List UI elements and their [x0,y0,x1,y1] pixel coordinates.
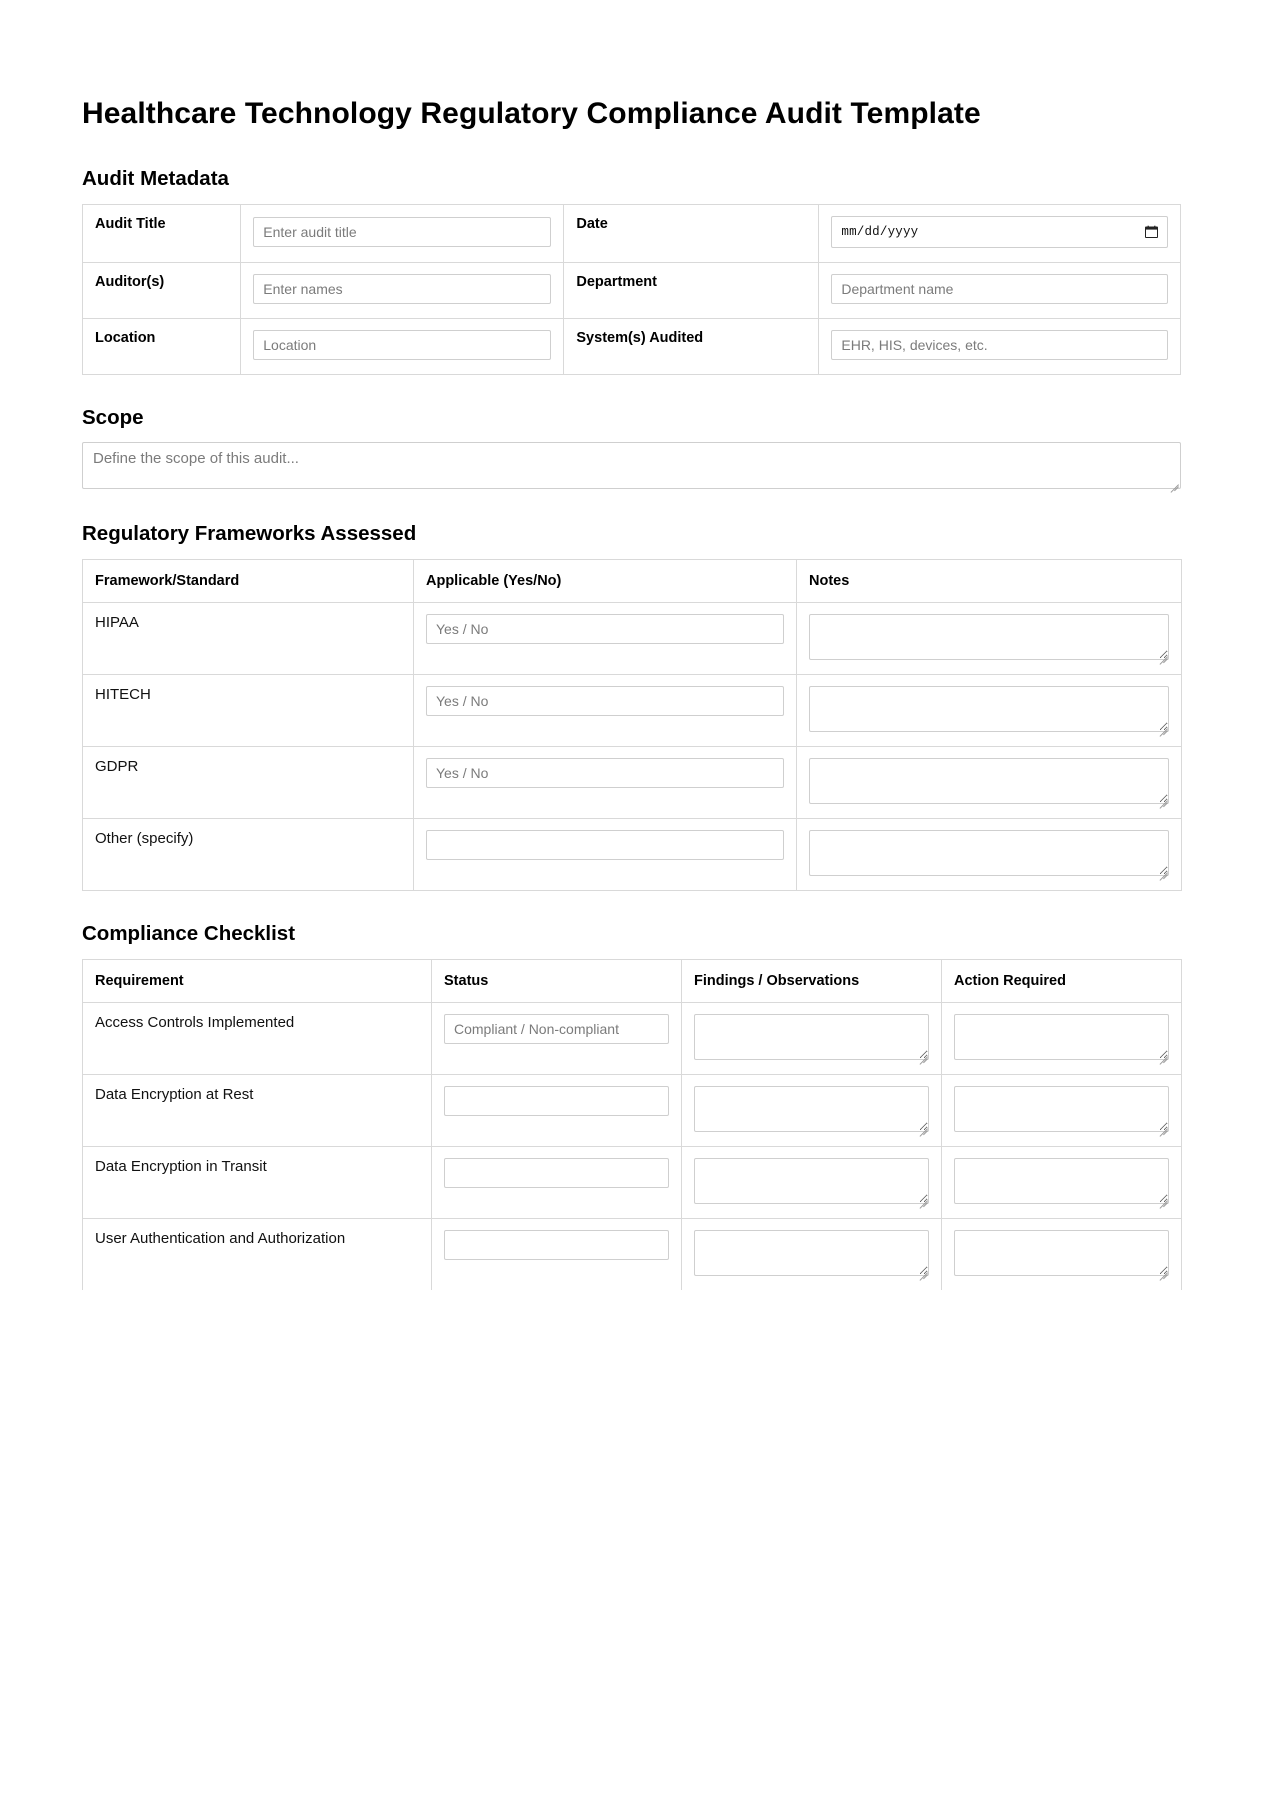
cell-date-input [819,204,1181,262]
table-row [83,318,1181,374]
audit-metadata-table [82,204,1181,375]
date-placeholder-text: mm/dd/yyyy [841,224,919,239]
cell-findings-access-controls [682,1002,942,1074]
table-header-row [83,559,1182,602]
findings-textarea-encryption-in-transit[interactable] [694,1158,929,1204]
section-heading-regulatory-frameworks: Regulatory Frameworks Assessed [82,522,417,546]
cell-notes-hipaa [797,602,1182,674]
applicable-input-gdpr[interactable] [426,758,784,788]
notes-textarea-gdpr[interactable] [809,758,1169,804]
column-header-findings: Findings / Observations [682,959,942,1002]
auditors-input[interactable] [253,274,551,304]
table-row [83,818,1182,890]
requirement-encryption-in-transit: Data Encryption in Transit [83,1146,432,1218]
compliance-checklist-table [82,959,1182,1291]
label-systems-audited: System(s) Audited [564,318,819,374]
framework-name-hitech: HITECH [83,674,414,746]
cell-notes-other [797,818,1182,890]
calendar-icon[interactable] [1145,225,1158,238]
framework-name-hipaa: HIPAA [83,602,414,674]
column-header-requirement: Requirement [83,959,432,1002]
cell-systems-audited-input [819,318,1181,374]
section-scope [82,405,1181,490]
action-textarea-access-controls[interactable] [954,1014,1169,1060]
framework-name-gdpr: GDPR [83,746,414,818]
applicable-input-hitech[interactable] [426,686,784,716]
section-heading-compliance-checklist: Compliance Checklist [82,921,296,945]
requirement-user-authentication: User Authentication and Authorization [83,1218,432,1290]
cell-auditors-input [241,262,564,318]
cell-department-input [819,262,1181,318]
table-row [83,262,1181,318]
status-input-access-controls[interactable] [444,1014,669,1044]
section-regulatory-frameworks [82,521,1181,891]
applicable-input-other[interactable] [426,830,784,860]
findings-textarea-user-authentication[interactable] [694,1230,929,1276]
table-header-row [83,959,1182,1002]
cell-applicable-hitech [414,674,797,746]
column-header-applicable: Applicable (Yes/No) [414,559,797,602]
table-row [83,1002,1182,1074]
table-row [83,1146,1182,1218]
findings-textarea-encryption-at-rest[interactable] [694,1086,929,1132]
status-input-encryption-in-transit[interactable] [444,1158,669,1188]
scope-textarea[interactable] [82,442,1181,489]
column-header-framework: Framework/Standard [83,559,414,602]
table-row [83,602,1182,674]
scope-placeholder-text: Define the scope of this audit... [93,450,299,468]
department-input[interactable] [831,274,1168,304]
cell-applicable-gdpr [414,746,797,818]
label-department: Department [564,262,819,318]
section-heading-audit-metadata: Audit Metadata [82,167,229,190]
cell-audit-title-input [241,204,564,262]
location-input[interactable] [253,330,551,360]
table-row [83,1074,1182,1146]
cell-findings-encryption-at-rest [682,1074,942,1146]
action-textarea-user-authentication[interactable] [954,1230,1169,1276]
cell-notes-hitech [797,674,1182,746]
cell-location-input [241,318,564,374]
page-title: Healthcare Technology Regulatory Compliance Audit Template [82,97,981,130]
cell-status-user-authentication [432,1218,682,1290]
cell-findings-user-authentication [682,1218,942,1290]
cell-applicable-other [414,818,797,890]
cell-applicable-hipaa [414,602,797,674]
label-audit-title: Audit Title [83,204,241,262]
column-header-notes: Notes [797,559,1182,602]
cell-action-access-controls [942,1002,1182,1074]
table-row [83,674,1182,746]
action-textarea-encryption-at-rest[interactable] [954,1086,1169,1132]
status-input-user-authentication[interactable] [444,1230,669,1260]
column-header-action-required: Action Required [942,959,1182,1002]
section-heading-scope: Scope [82,405,144,429]
cell-action-user-authentication [942,1218,1182,1290]
framework-name-other: Other (specify) [83,818,414,890]
table-row [83,1218,1182,1290]
table-row [83,204,1181,262]
label-auditors: Auditor(s) [83,262,241,318]
resize-handle-icon[interactable] [1167,475,1179,487]
notes-textarea-other[interactable] [809,830,1169,876]
requirement-access-controls: Access Controls Implemented [83,1002,432,1074]
cell-action-encryption-in-transit [942,1146,1182,1218]
cell-status-encryption-at-rest [432,1074,682,1146]
cell-action-encryption-at-rest [942,1074,1182,1146]
section-audit-metadata [82,166,1181,375]
label-location: Location [83,318,241,374]
audit-title-input[interactable] [253,217,551,247]
status-input-encryption-at-rest[interactable] [444,1086,669,1116]
label-date: Date [564,204,819,262]
section-compliance-checklist [82,921,1181,1291]
page-bottom-clip [0,1290,1263,1802]
cell-status-access-controls [432,1002,682,1074]
cell-findings-encryption-in-transit [682,1146,942,1218]
regulatory-frameworks-table [82,559,1182,891]
cell-status-encryption-in-transit [432,1146,682,1218]
table-row [83,746,1182,818]
notes-textarea-hipaa[interactable] [809,614,1169,660]
cell-notes-gdpr [797,746,1182,818]
systems-audited-input[interactable] [831,330,1168,360]
requirement-encryption-at-rest: Data Encryption at Rest [83,1074,432,1146]
applicable-input-hipaa[interactable] [426,614,784,644]
column-header-status: Status [432,959,682,1002]
notes-textarea-hitech[interactable] [809,686,1169,732]
action-textarea-encryption-in-transit[interactable] [954,1158,1169,1204]
findings-textarea-access-controls[interactable] [694,1014,929,1060]
date-input[interactable] [831,216,1168,248]
